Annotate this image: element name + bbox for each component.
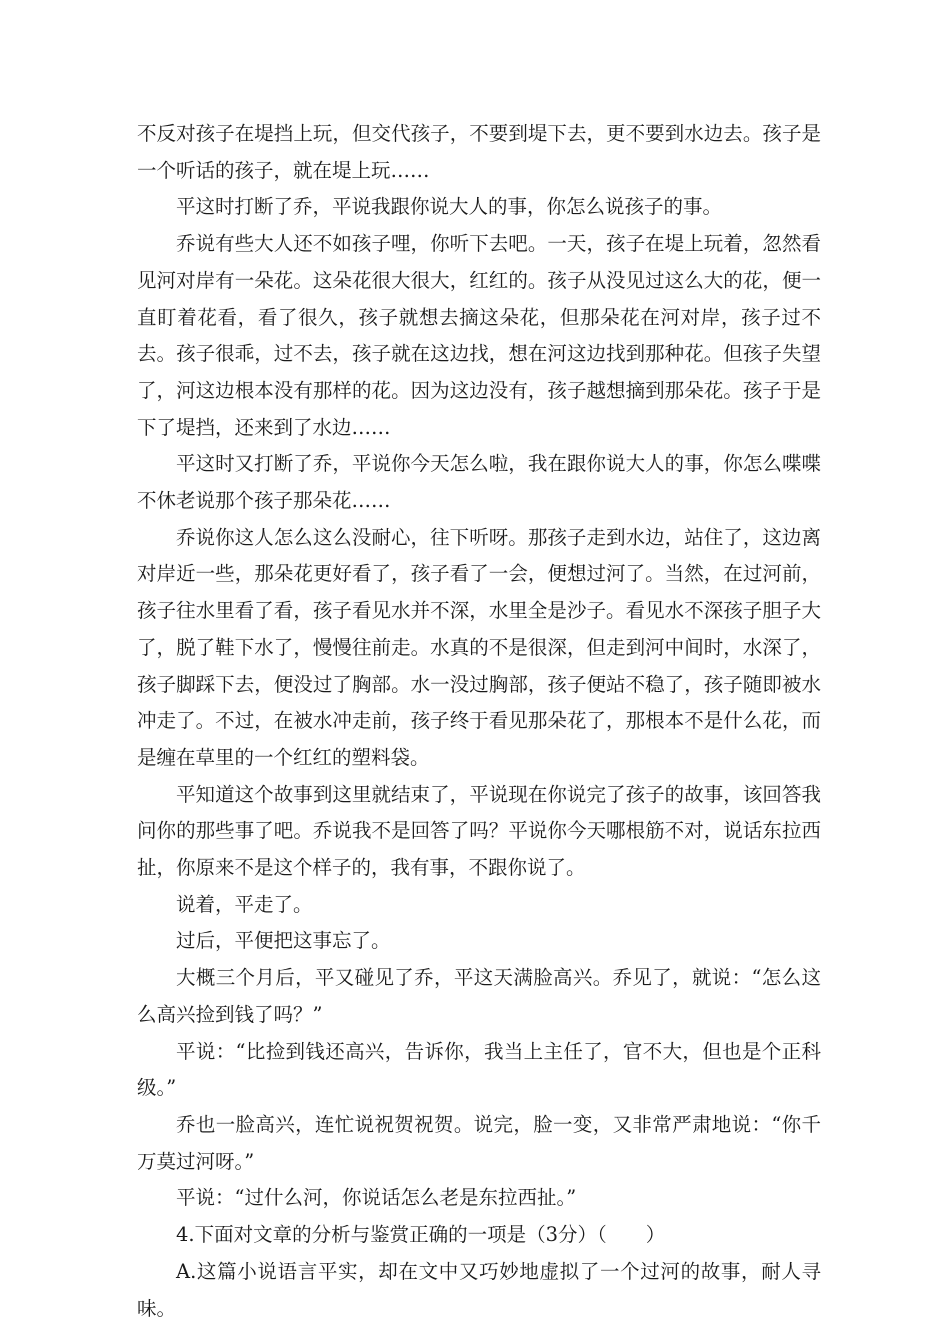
paragraph-10: 平说：“比捡到钱还高兴，告诉你，我当上主任了，官不大，但也是个正科级。” (137, 1039, 821, 1100)
paragraph-7: 说着，平走了。 (176, 892, 313, 916)
story-text (137, 116, 821, 1327)
paragraph-1: 不反对孩子在堤挡上玩，但交代孩子，不要到堤下去，更不要到水边去。孩子是一个听话的孩子，就在堤上玩…… (137, 122, 821, 182)
option-a: A.这篇小说语言平实，却在文中又巧妙地虚拟了一个过河的故事，耐人寻味。 (137, 1259, 821, 1320)
paragraph-11: 乔也一脸高兴，连忙说祝贺祝贺。说完，脸一变，又非常严肃地说：“你千万莫过河呀。” (137, 1112, 821, 1173)
paragraph-12: 平说：“过什么河，你说话怎么老是东拉西扯。” (176, 1186, 577, 1210)
paragraph-8: 过后，平便把这事忘了。 (176, 929, 391, 953)
paragraph-5: 乔说你这人怎么这么没耐心，往下听呀。那孩子走到水边，站住了，这边离对岸近一些，那朵花更好看了，孩子看了一会，便想过河了。当然，在过河前，孩子往水里看了看，孩子看见水并不深，水里全是沙子。看见水不深孩子胆子大了，脱了鞋下水了，慢慢往前走。水真的不是很深，但走到河中间时，水深了，孩子脚踩下去，便没过了胸部。水一没过胸部，孩子便站不稳了，孩子随即被水冲走了。不过，在被水冲走前，孩子终于看见那朵花了，那根本不是什么花，而是缠在草里的一个红红的塑料袋。 (137, 525, 821, 769)
paragraph-2: 平这时打断了乔，平说我跟你说大人的事，你怎么说孩子的事。 (176, 195, 723, 219)
paragraph-3: 乔说有些大人还不如孩子哩，你听下去吧。一天，孩子在堤上玩着，忽然看见河对岸有一朵花。这朵花很大很大，红红的。孩子从没见过这么大的花，便一直盯着花看，看了很久，孩子就想去摘这朵花，但那朵花在河对岸，孩子过不去。孩子很乖，过不去，孩子就在这边找，想在河这边找到那种花。但孩子失望了，河这边根本没有那样的花。因为这边没有，孩子越想摘到那朵花。孩子于是下了堤挡，还来到了水边…… (137, 232, 821, 439)
paragraph-9: 大概三个月后，平又碰见了乔，平这天满脸高兴。乔见了，就说：“怎么这么高兴捡到钱了吗？” (137, 966, 821, 1026)
paragraph-4: 平这时又打断了乔，平说你今天怎么啦，我在跟你说大人的事，你怎么喋喋不休老说那个孩子那朵花…… (137, 452, 821, 513)
question-4: 4.下面对文章的分析与鉴赏正确的一项是（3分）（ ） (176, 1223, 666, 1247)
paragraph-6: 平知道这个故事到这里就结束了，平说现在你说完了孩子的故事，该回答我问你的那些事了吧。乔说我不是回答了吗？平说你今天哪根筋不对，说话东拉西扯，你原来不是这个样子的，我有事，不跟你说了。 (137, 782, 821, 880)
